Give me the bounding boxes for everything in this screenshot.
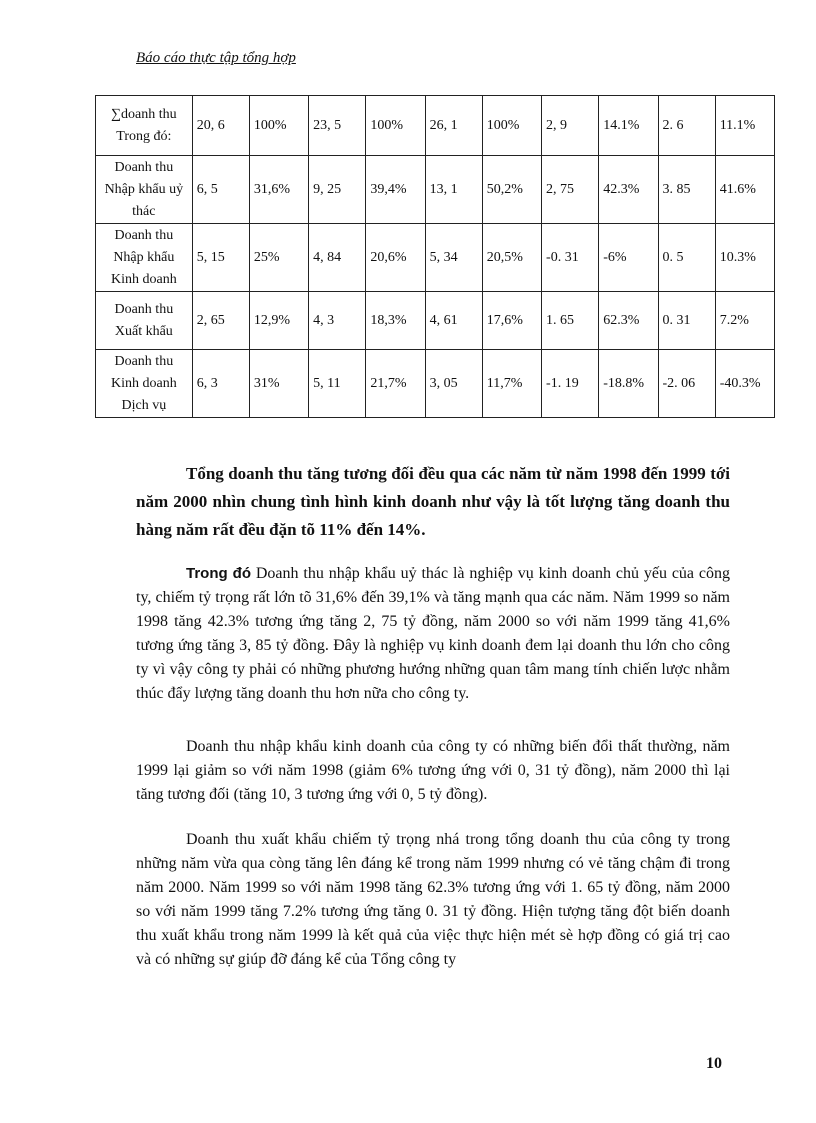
table-cell: 5, 15 — [192, 224, 249, 292]
table-cell: 2, 65 — [192, 292, 249, 350]
table-cell: 41.6% — [715, 156, 774, 224]
table-cell: 6, 3 — [192, 350, 249, 418]
row-label: Doanh thu Nhập khẩu Kinh doanh — [96, 224, 193, 292]
table-row — [96, 96, 775, 156]
table-cell: 0. 5 — [658, 224, 715, 292]
table-cell: 2, 9 — [542, 96, 599, 156]
table-cell: 25% — [249, 224, 308, 292]
table-cell: 100% — [366, 96, 425, 156]
row-label: ∑doanh thu Trong đó: — [96, 96, 193, 156]
table-cell: -18.8% — [599, 350, 658, 418]
table-row — [96, 350, 775, 418]
table-cell: 1. 65 — [542, 292, 599, 350]
paragraph-export: Doanh thu xuất khẩu chiếm tỷ trọng nhá trong tổng doanh thu của công ty trong những năm vừa qua còng tăng lên đáng kể trong năm 1999 nhưng có vẻ tăng chậm đi trong năm 2000. Năm 1999 so với năm 1998 tăng 62.3% tương ứng với 1. 65 tỷ đồng, năm 2000 so với năm 1999 tăng 7.2% tương ứng tăng 0. 31 tỷ đồng. Hiện tượng tăng đột biến doanh thu xuất khẩu trong năm 1999 là kết quả của việc thực hiện mét sè hợp đồng có giá trị cao và có những sự giúp đỡ đáng kể của Tổng công ty — [136, 831, 730, 968]
row-label: Doanh thu Nhập khẩu uỷ thác — [96, 156, 193, 224]
lead-in: Trong đó — [186, 565, 252, 582]
table-cell: 5, 11 — [309, 350, 366, 418]
table-cell: 5, 34 — [425, 224, 482, 292]
row-label: Doanh thu Kinh doanh Dịch vụ — [96, 350, 193, 418]
paragraph-total-revenue: Tổng doanh thu tăng tương đối đều qua các năm từ năm 1998 đến 1999 tới năm 2000 nhìn chung tình hình kinh doanh như vậy là tốt lượng tăng doanh thu hàng năm rất đều đặn tõ 11% đến 14%. — [136, 464, 730, 539]
revenue-table — [95, 95, 775, 418]
paragraph-import-business: Doanh thu nhập khẩu kinh doanh của công ty có những biến đổi thất thường, năm 1999 lại giảm so với năm 1998 (giảm 6% tương ứng với 0, 31 tỷ đồng), năm 2000 thì lại tăng tương đối (tăng 10, 3 tương ứng với 0, 5 tỷ đồng). — [136, 738, 730, 803]
paragraph-import-entrusted — [136, 562, 730, 706]
table-cell: 50,2% — [482, 156, 541, 224]
table-cell: -0. 31 — [542, 224, 599, 292]
table-cell: 23, 5 — [309, 96, 366, 156]
table-cell: 20,5% — [482, 224, 541, 292]
table-cell: -6% — [599, 224, 658, 292]
table-cell: 21,7% — [366, 350, 425, 418]
table-cell: 31% — [249, 350, 308, 418]
table-cell: 100% — [482, 96, 541, 156]
table-cell: 18,3% — [366, 292, 425, 350]
table-cell: 11.1% — [715, 96, 774, 156]
table-cell: 2. 6 — [658, 96, 715, 156]
paragraph-body: Doanh thu nhập khẩu uỷ thác là nghiệp vụ kinh doanh chủ yếu của công ty, chiếm tỷ trọng rất lớn tõ 31,6% đến 39,1% và tăng mạnh qua các năm. Năm 1999 so năm 1998 tăng 42.3% tương ứng tăng 2, 75 tỷ đồng, năm 2000 so với năm 1999 tăng 41,6% tương ứng tăng 3, 85 tỷ đồng. Đây là nghiệp vụ kinh doanh đem lại doanh thu lớn cho công ty vì vậy công ty phải có những phương hướng những quan tâm mang tính chiến lược nhằm thúc đẩy lượng tăng doanh thu hơn nữa cho công ty. — [136, 565, 730, 702]
table-cell: 14.1% — [599, 96, 658, 156]
table-cell: 20, 6 — [192, 96, 249, 156]
table-cell: 10.3% — [715, 224, 774, 292]
table-cell: 4, 84 — [309, 224, 366, 292]
table-cell: 11,7% — [482, 350, 541, 418]
row-label: Doanh thu Xuất khẩu — [96, 292, 193, 350]
table-cell: 4, 3 — [309, 292, 366, 350]
table-row — [96, 292, 775, 350]
table-cell: 3, 05 — [425, 350, 482, 418]
table-cell: 6, 5 — [192, 156, 249, 224]
table-cell: 0. 31 — [658, 292, 715, 350]
table-cell: 12,9% — [249, 292, 308, 350]
table-cell: 100% — [249, 96, 308, 156]
table-cell: 3. 85 — [658, 156, 715, 224]
table-cell: 4, 61 — [425, 292, 482, 350]
table-cell: -1. 19 — [542, 350, 599, 418]
table-cell: 39,4% — [366, 156, 425, 224]
table-cell: 31,6% — [249, 156, 308, 224]
page-number: 10 — [706, 1055, 722, 1072]
table-cell: 2, 75 — [542, 156, 599, 224]
table-cell: 9, 25 — [309, 156, 366, 224]
table-cell: 17,6% — [482, 292, 541, 350]
table-cell: 42.3% — [599, 156, 658, 224]
table-cell: 62.3% — [599, 292, 658, 350]
table-cell: -2. 06 — [658, 350, 715, 418]
table-cell: 20,6% — [366, 224, 425, 292]
table-row — [96, 156, 775, 224]
table-row — [96, 224, 775, 292]
table-cell: 26, 1 — [425, 96, 482, 156]
table-cell: 13, 1 — [425, 156, 482, 224]
page-header: Báo cáo thực tập tổng hợp — [136, 50, 296, 66]
table-cell: 7.2% — [715, 292, 774, 350]
table-cell: -40.3% — [715, 350, 774, 418]
